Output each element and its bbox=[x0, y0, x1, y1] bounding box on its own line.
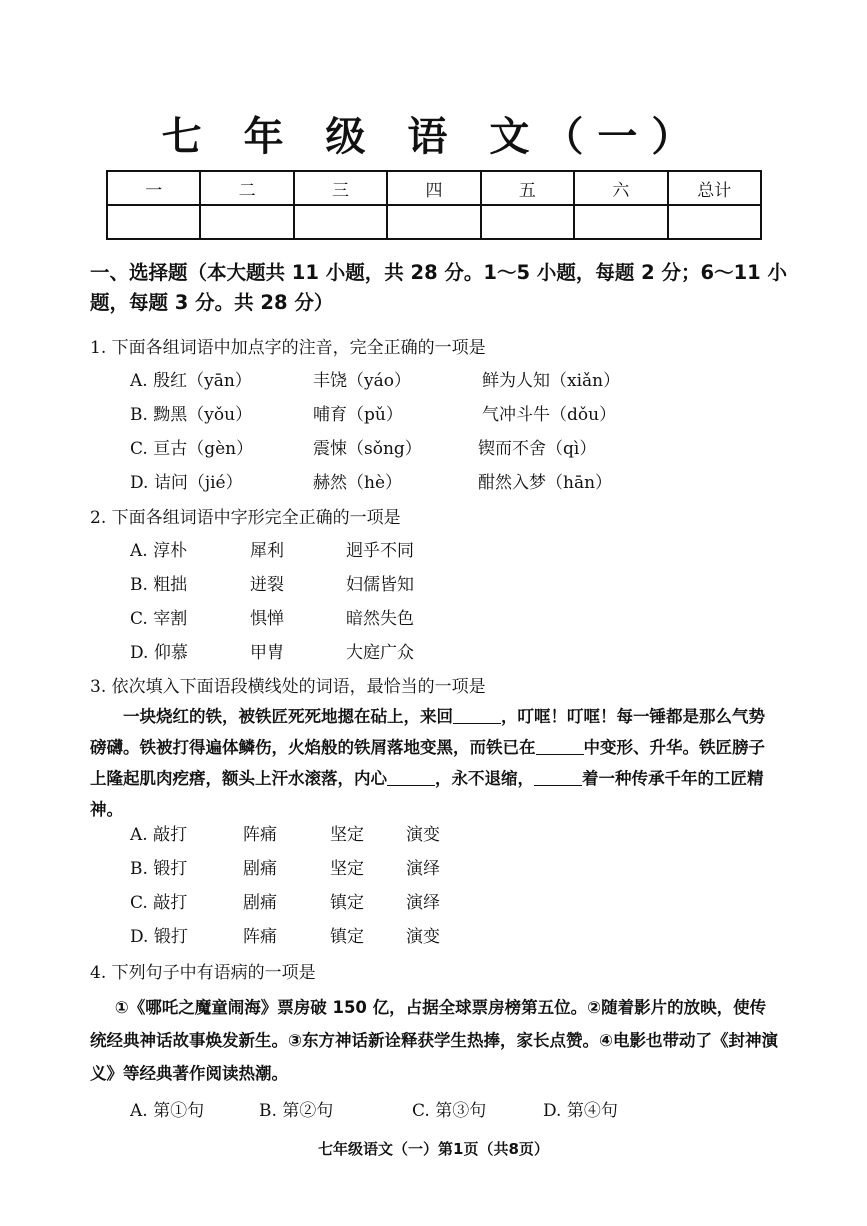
option-word: 丰饶（yáo） bbox=[313, 371, 411, 391]
score-header-cell: 六 bbox=[574, 171, 667, 205]
option-c: C. 宰割 bbox=[130, 609, 188, 629]
score-table-empty-row bbox=[107, 205, 761, 239]
option-word: 镇定 bbox=[330, 893, 364, 913]
score-cell[interactable] bbox=[668, 205, 761, 239]
score-table-header-row bbox=[107, 171, 761, 205]
option-word: 赫然（hè） bbox=[313, 473, 403, 493]
option-a: A. 淳朴 bbox=[130, 541, 188, 561]
option-word: 震悚（sǒng） bbox=[313, 439, 422, 459]
option-b: B. 粗拙 bbox=[130, 575, 188, 595]
question-3-passage bbox=[90, 701, 780, 825]
option-b: B. 黝黑（yǒu） bbox=[130, 405, 253, 425]
option-word: 阵痛 bbox=[243, 927, 277, 947]
question-3-stem: 3. 依次填入下面语段横线处的词语，最恰当的一项是 bbox=[90, 677, 486, 697]
option-word: 迸裂 bbox=[250, 575, 284, 595]
option-word: 酣然入梦（hān） bbox=[478, 473, 613, 493]
section-heading: 一、选择题（本大题共 11 小题，共 28 分。1～5 小题，每题 2 分；6～11 小题，每题 3 分。共 28 分） bbox=[90, 261, 787, 314]
fill-blank-3[interactable] bbox=[387, 767, 435, 786]
option-word: 剧痛 bbox=[243, 859, 277, 879]
option-b: B. 锻打 bbox=[130, 859, 188, 879]
question-4-passage: ①《哪吒之魔童闹海》票房破 150 亿，占据全球票房榜第五位。②随着影片的放映，使传统经典神话故事焕发新生。③东方神话新诠释获学生热捧，家长点赞。④电影也带动了《封神演义》等经典著作阅读热潮。 bbox=[90, 998, 778, 1083]
option-word: 鲜为人知（xiǎn） bbox=[482, 371, 621, 391]
score-header-cell: 五 bbox=[481, 171, 574, 205]
option-word: 演绎 bbox=[406, 859, 440, 879]
option-a: A. 殷红（yān） bbox=[130, 371, 252, 391]
passage-text: 着一种传承千年的工匠精神。 bbox=[90, 769, 764, 819]
passage-text: ，叮哐！叮哐！每一锤都是那么气势磅礴。铁被打得遍体鳞伤，火焰般的铁屑落地变黑，而铁已在 bbox=[90, 707, 765, 757]
option-d: D. 第④句 bbox=[543, 1101, 618, 1121]
option-word: 阵痛 bbox=[243, 825, 277, 845]
score-header-cell: 四 bbox=[387, 171, 480, 205]
option-c: C. 第③句 bbox=[412, 1101, 487, 1121]
option-word: 演变 bbox=[406, 825, 440, 845]
option-word: 妇儒皆知 bbox=[346, 575, 414, 595]
score-header-cell: 三 bbox=[294, 171, 387, 205]
score-table bbox=[106, 170, 762, 240]
option-word: 惧惮 bbox=[250, 609, 284, 629]
option-d: D. 锻打 bbox=[130, 927, 188, 947]
option-word: 演绎 bbox=[406, 893, 440, 913]
option-word: 犀利 bbox=[250, 541, 284, 561]
option-d: D. 诘问（jié） bbox=[130, 473, 243, 493]
option-b: B. 第②句 bbox=[259, 1101, 334, 1121]
score-cell[interactable] bbox=[294, 205, 387, 239]
score-cell[interactable] bbox=[107, 205, 200, 239]
option-word: 甲胄 bbox=[250, 643, 284, 663]
score-cell[interactable] bbox=[200, 205, 293, 239]
option-word: 气冲斗牛（dǒu） bbox=[482, 405, 617, 425]
option-word: 坚定 bbox=[330, 825, 364, 845]
option-word: 演变 bbox=[406, 927, 440, 947]
score-cell[interactable] bbox=[387, 205, 480, 239]
fill-blank-1[interactable] bbox=[453, 705, 501, 724]
option-word: 剧痛 bbox=[243, 893, 277, 913]
passage-text: 中变形、升华。铁匠膀子上隆起肌肉疙瘩，额头上汗水滚落，内心 bbox=[90, 738, 765, 788]
question-4-stem: 4. 下列句子中有语病的一项是 bbox=[90, 963, 316, 983]
page-footer: 七年级语文（一）第1页（共8页） bbox=[318, 1140, 549, 1158]
passage-text: ，永不退缩， bbox=[435, 769, 534, 788]
option-c: C. 亘古（gèn） bbox=[130, 439, 254, 459]
option-word: 锲而不舍（qì） bbox=[478, 439, 597, 459]
option-d: D. 仰慕 bbox=[130, 643, 188, 663]
option-word: 大庭广众 bbox=[346, 643, 414, 663]
score-header-cell: 总计 bbox=[668, 171, 761, 205]
score-cell[interactable] bbox=[574, 205, 667, 239]
option-word: 迥乎不同 bbox=[346, 541, 414, 561]
question-1-stem: 1. 下面各组词语中加点字的注音，完全正确的一项是 bbox=[90, 338, 486, 358]
option-c: C. 敲打 bbox=[130, 893, 188, 913]
option-word: 哺育（pǔ） bbox=[313, 405, 403, 425]
option-a: A. 敲打 bbox=[130, 825, 188, 845]
option-word: 坚定 bbox=[330, 859, 364, 879]
fill-blank-2[interactable] bbox=[536, 736, 584, 755]
option-word: 暗然失色 bbox=[346, 609, 414, 629]
score-cell[interactable] bbox=[481, 205, 574, 239]
question-2-stem: 2. 下面各组词语中字形完全正确的一项是 bbox=[90, 508, 401, 528]
option-a: A. 第①句 bbox=[130, 1101, 205, 1121]
score-header-cell: 一 bbox=[107, 171, 200, 205]
passage-text: 一块烧红的铁，被铁匠死死地摁在砧上，来回 bbox=[123, 707, 453, 726]
score-header-cell: 二 bbox=[200, 171, 293, 205]
page-title: 七 年 级 语 文（一） bbox=[161, 114, 706, 160]
option-word: 镇定 bbox=[330, 927, 364, 947]
fill-blank-4[interactable] bbox=[534, 767, 582, 786]
